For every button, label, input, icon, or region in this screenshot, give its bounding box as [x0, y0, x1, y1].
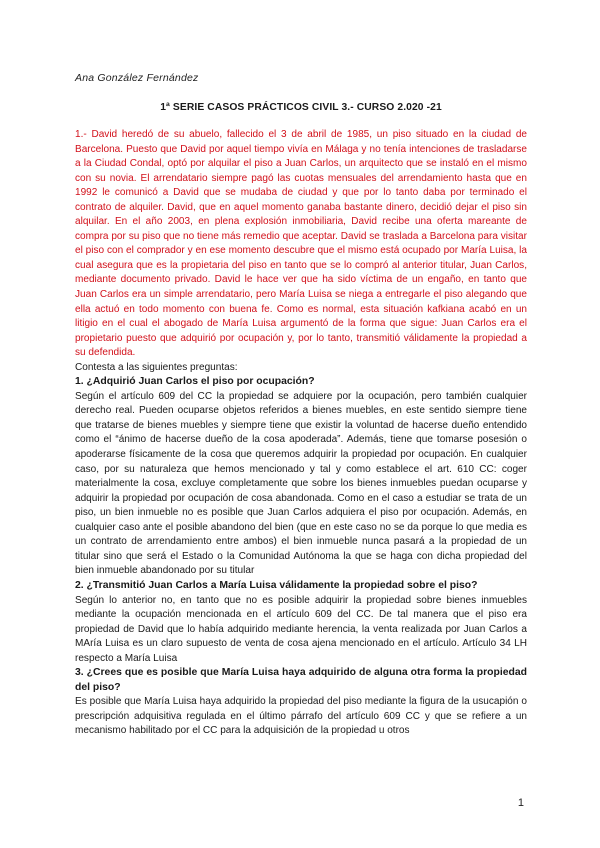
question-3: 3. ¿Crees que es posible que María Luisa haya adquirido de alguna otra forma la propiedad del piso? — [75, 667, 527, 693]
document-body — [75, 128, 527, 739]
question-2: 2. ¿Transmitió Juan Carlos a María Luisa válidamente la propiedad sobre el piso? — [75, 579, 478, 591]
answer-2: Según lo anterior no, en tanto que no es posible adquirir la propiedad sobre bienes inmuebles mediante la ocupación mencionada en el artículo 609 del CC. De tal manera que el piso era propiedad de David que lo había adquirido mediante herencia, la venta realizada por Juan Carlos a MAría Luisa es un claro supuesto de venta de cosa ajena mencionado en el artículo. Artículo 34 LH respecto a María Luisa — [75, 594, 527, 664]
case-statement: 1.- David heredó de su abuelo, fallecido el 3 de abril de 1985, un piso situado en la ciudad de Barcelona. Puesto que David por aquel tiempo vivía en Málaga y no tenía intenciones de trasladarse a la Ciudad Condal, optó por alquilar el piso a Juan Carlos, un arquitecto que se instaló en el mismo con su novia. El arrendatario siempre pagó las cuotas mensuales del arrendamiento hasta que en 1992 le comunicó a David que se mudaba de ciudad y que por lo tanto daba por terminado el contrato de alquiler. David, que en aquel momento ganaba bastante dinero, decidió dejar el piso sin alquilar. En el año 2003, en plena explosión inmobiliaria, David recibe una oferta mareante de compra por su piso que no tiene más remedio que aceptar. David se traslada a Barcelona para visitar el piso con el comprador y en ese momento descubre que el mismo está ocupado por María Luisa, la cual asegura que es la propietaria del piso en tanto que se lo compró al anterior titular, Juan Carlos, mediante documento privado. David le hace ver que ha sido víctima de un engaño, en tanto que Juan Carlos era un simple arrendatario, pero María Luisa se niega a entregarle el piso alegando que ella actuó en todo momento con buena fe. Como es normal, esta situación kafkiana acabó en un litigio en el cual el abogado de María Luisa argumentó de la forma que sigue: Juan Carlos era el propietario puesto que adquirió por ocupación y, por lo tanto, transmitió válidamente la propiedad a su defendida. — [75, 129, 527, 359]
page-number: 1 — [517, 797, 524, 809]
author-name: Ana González Fernández — [75, 72, 199, 84]
answer-1: Según el artículo 609 del CC la propiedad se adquiere por la ocupación, pero también cualquier derecho real. Pueden ocuparse objetos referidos a bienes muebles, en este sentido siempre tiene que tratarse de bienes muebles y siempre tiene que existir la voluntad de hacerse dueño entendido como el “ánimo de hacerse dueño de la cosa apoderada”. Además, tiene que tomarse posesión o apoderarse físicamente de la cosa que queremos adquirir la propiedad por ocupación. En cualquier caso, por su naturaleza que hemos mencionado y tal y como establece el art. 610 CC: coger materialmente la cosa, excluye completamente que sobre los bienes inmuebles puedan ocuparse y adquirir la propiedad por ocupación de cosa abandonada. Como en el caso a estudiar se trata de un piso, un bien inmueble no es posible que Juan Carlos adquiera el piso por ocupación. Además, en cualquier caso ante el posible abandono del bien (que en este caso no se da porque lo que media es un contrato de arrendamiento entre ambos) el bien inmueble nunca pasará a la propiedad de un titular sino que será el Estado o la Comunidad Autónoma la que se haga con dicha propiedad del bien inmueble abandonado por su titular — [75, 390, 527, 577]
instruction-text: Contesta a las siguientes preguntas: — [75, 361, 238, 373]
question-1: 1. ¿Adquirió Juan Carlos el piso por ocupación? — [75, 376, 315, 388]
answer-3: Es posible que María Luisa haya adquirido la propiedad del piso mediante la figura de la usucapión o prescripción adquisitiva regulada en el último párrafo del artículo 609 CC y que se refiere a un mecanismo habilitado por el CC para la adquisición de la propiedad u otros — [75, 696, 527, 737]
document-title: 1ª SERIE CASOS PRÁCTICOS CIVIL 3.- CURSO 2.020 -21 — [160, 102, 442, 113]
